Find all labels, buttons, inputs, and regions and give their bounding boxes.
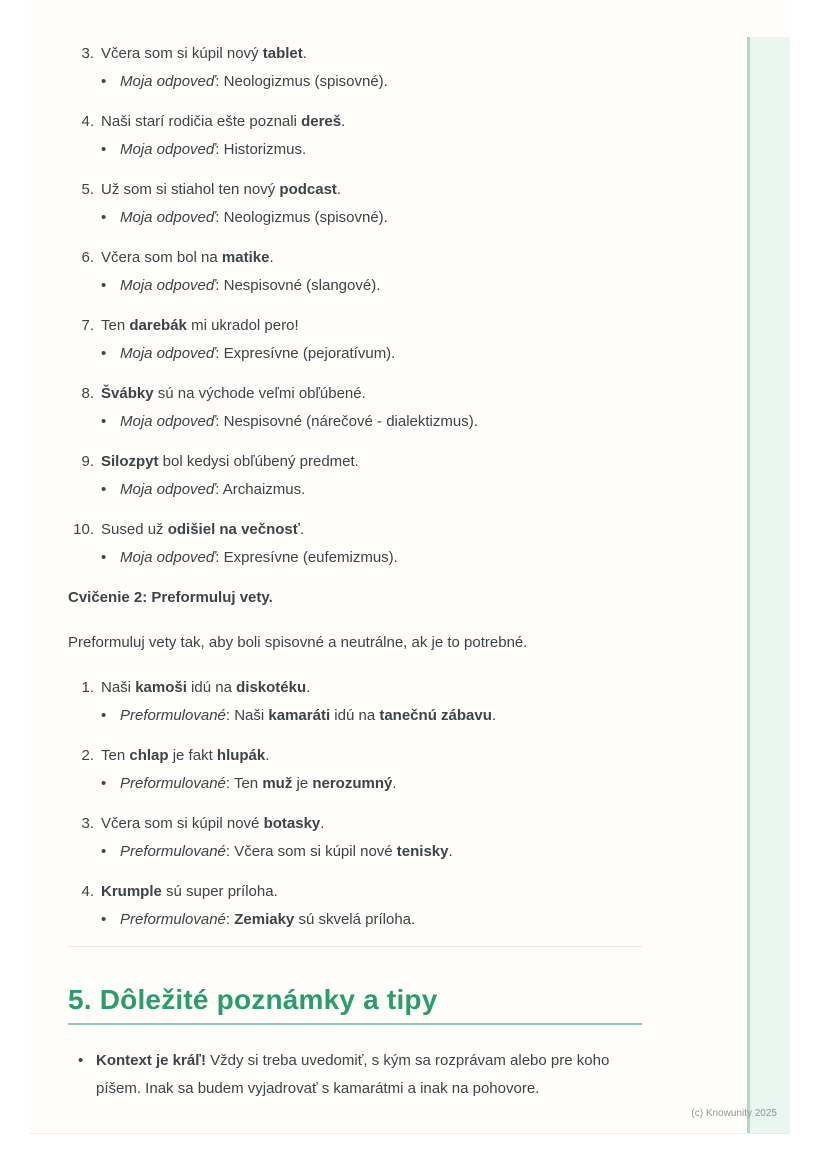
note-text: Kontext je kráľ! Vždy si treba uvedomiť, s kým sa rozprávam alebo pre koho píšem. Inak sa budem vyjadrovať s kamarátmi a inak na pohovore. (96, 1052, 610, 1097)
section5-title-underline (68, 1023, 642, 1025)
item-answer: Moja odpoveď: Archaizmus. (120, 481, 306, 498)
exercise-item (68, 380, 642, 436)
exercise-sentence-row (68, 516, 642, 544)
exercise-answer-row (101, 136, 642, 164)
item-number: 8. (81, 385, 94, 402)
right-accent-strip (747, 37, 790, 1133)
exercise-sentence-row (68, 108, 642, 136)
bullet-marker: • (101, 141, 107, 158)
exercise-sentence-row (68, 878, 642, 906)
item-answer: Moja odpoveď: Expresívne (pejoratívum). (120, 345, 396, 362)
item-number: 10. (73, 521, 94, 538)
exercise-answer-row (101, 408, 642, 436)
exercise-answer-row (101, 770, 642, 798)
document-page (30, 0, 790, 1134)
item-number: 7. (81, 317, 94, 334)
item-sentence: Včera som si kúpil nový tablet. (101, 45, 307, 62)
exercise-sentence-row (68, 742, 642, 770)
exercise-answer-row (101, 544, 642, 572)
exercise2-list (68, 674, 642, 934)
item-number: 4. (81, 113, 94, 130)
exercise-item (68, 516, 642, 572)
bullet-marker: • (101, 775, 107, 792)
exercise1-list (68, 40, 642, 572)
item-answer: Moja odpoveď: Nespisovné (slangové). (120, 277, 381, 294)
exercise-answer-row (101, 68, 642, 96)
item-answer: Preformulované: Včera som si kúpil nové tenisky. (120, 843, 453, 860)
item-sentence: Švábky sú na východe veľmi obľúbené. (101, 385, 366, 402)
item-answer: Preformulované: Naši kamaráti idú na tanečnú zábavu. (120, 707, 497, 724)
exercise-answer-row (101, 702, 642, 730)
bullet-marker: • (101, 209, 107, 226)
footer-copyright: (c) Knowunity 2025 (691, 1108, 777, 1119)
item-number: 3. (81, 815, 94, 832)
bullet-marker: • (101, 549, 107, 566)
bullet-marker: • (101, 345, 107, 362)
item-number: 3. (81, 45, 94, 62)
bullet-marker: • (101, 73, 107, 90)
item-sentence: Sused už odišiel na večnosť. (101, 521, 305, 538)
bullet-marker: • (101, 843, 107, 860)
exercise-answer-row (101, 204, 642, 232)
bullet-marker: • (101, 413, 107, 430)
item-sentence: Už som si stiahol ten nový podcast. (101, 181, 342, 198)
exercise-item (68, 108, 642, 164)
item-answer: Moja odpoveď: Nespisovné (nárečové - dialektizmus). (120, 413, 478, 430)
exercise-sentence-row (68, 674, 642, 702)
exercise-item (68, 244, 642, 300)
exercise2-heading: Cvičenie 2: Preformuluj vety. (68, 589, 273, 606)
section-divider (68, 946, 642, 947)
exercise-answer-row (101, 272, 642, 300)
item-sentence: Naši starí rodičia ešte poznali dereš. (101, 113, 346, 130)
bullet-marker: • (101, 707, 107, 724)
exercise-item (68, 312, 642, 368)
item-number: 9. (81, 453, 94, 470)
item-sentence: Ten darebák mi ukradol pero! (101, 317, 299, 334)
exercise-sentence-row (68, 810, 642, 838)
exercise-answer-row (101, 340, 642, 368)
item-answer: Moja odpoveď: Historizmus. (120, 141, 307, 158)
exercise-sentence-row (68, 448, 642, 476)
item-number: 5. (81, 181, 94, 198)
exercise-item (68, 40, 642, 96)
item-sentence: Naši kamoši idú na diskotéku. (101, 679, 311, 696)
bullet-marker: • (78, 1052, 84, 1069)
item-number: 2. (81, 747, 94, 764)
item-sentence: Včera som si kúpil nové botasky. (101, 815, 325, 832)
item-answer: Moja odpoveď: Neologizmus (spisovné). (120, 209, 388, 226)
exercise-answer-row (101, 906, 642, 934)
exercise2-intro: Preformuluj vety tak, aby boli spisovné a neutrálne, ak je to potrebné. (68, 634, 528, 651)
item-sentence: Silozpyt bol kedysi obľúbený predmet. (101, 453, 359, 470)
note-item (68, 1047, 642, 1103)
item-number: 6. (81, 249, 94, 266)
item-sentence: Krumple sú super príloha. (101, 883, 278, 900)
exercise-sentence-row (68, 176, 642, 204)
exercise-answer-row (101, 476, 642, 504)
item-number: 4. (81, 883, 94, 900)
bullet-marker: • (101, 277, 107, 294)
exercise-sentence-row (68, 380, 642, 408)
item-answer: Moja odpoveď: Expresívne (eufemizmus). (120, 549, 398, 566)
exercise-item (68, 674, 642, 730)
section5-title: 5. Dôležité poznámky a tipy (68, 984, 438, 1015)
bullet-marker: • (101, 911, 107, 928)
page-content (68, 0, 642, 1103)
exercise-item (68, 176, 642, 232)
item-sentence: Včera som bol na matike. (101, 249, 274, 266)
notes-list (68, 1047, 642, 1103)
exercise-sentence-row (68, 244, 642, 272)
exercise-answer-row (101, 838, 642, 866)
item-number: 1. (81, 679, 94, 696)
exercise-sentence-row (68, 312, 642, 340)
exercise-item (68, 878, 642, 934)
item-answer: Preformulované: Zemiaky sú skvelá príloha. (120, 911, 416, 928)
item-sentence: Ten chlap je fakt hlupák. (101, 747, 270, 764)
exercise-item (68, 742, 642, 798)
exercise-item (68, 810, 642, 866)
bullet-marker: • (101, 481, 107, 498)
item-answer: Moja odpoveď: Neologizmus (spisovné). (120, 73, 388, 90)
item-answer: Preformulované: Ten muž je nerozumný. (120, 775, 397, 792)
exercise-sentence-row (68, 40, 642, 68)
exercise-item (68, 448, 642, 504)
